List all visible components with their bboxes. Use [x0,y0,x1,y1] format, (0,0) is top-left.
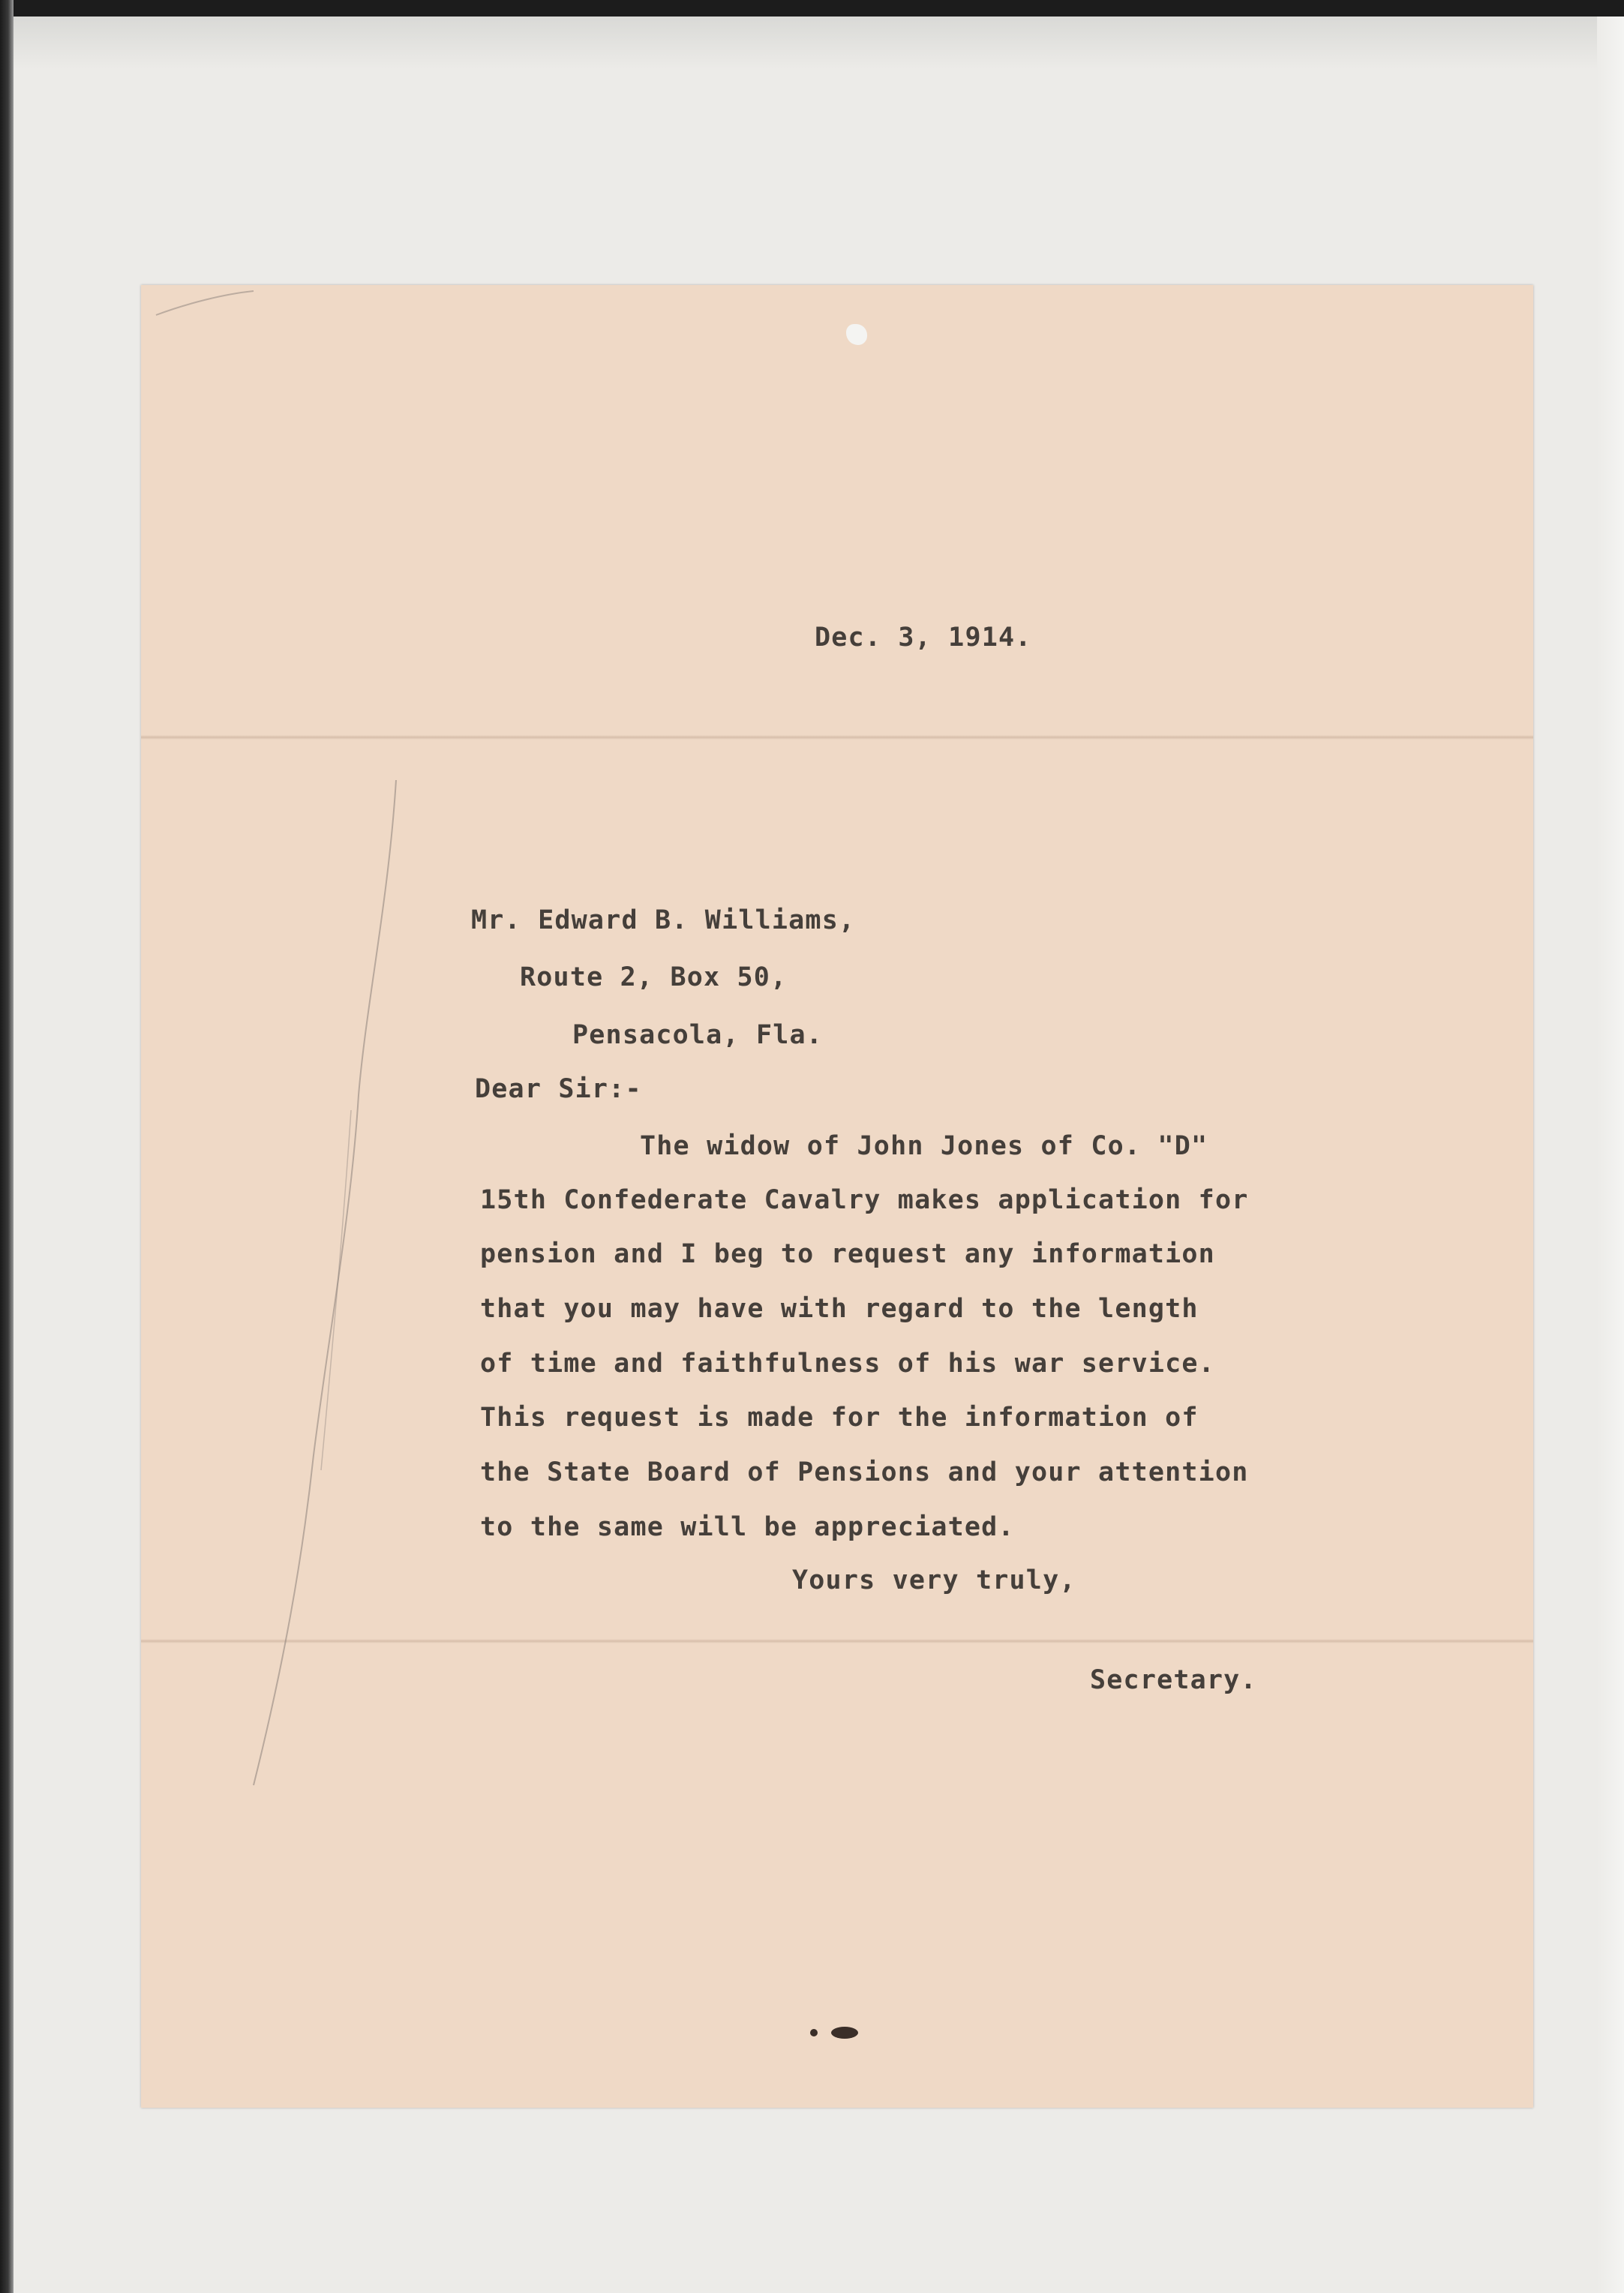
letter-sheet [141,285,1533,2108]
letter-date: Dec. 3, 1914. [815,623,1032,653]
body-line: of time and faithfulness of his war service. [480,1349,1215,1379]
ink-stain [831,2027,858,2039]
body-line: to the same will be appreciated. [480,1512,1015,1542]
recipient-address-line2: Pensacola, Fla. [572,1020,824,1050]
body-line: 15th Confederate Cavalry makes application for [480,1185,1249,1215]
signature-title: Secretary. [1090,1665,1257,1695]
scanner-shadow [14,17,1624,69]
scanner-left-edge [0,0,14,2293]
scanner-top-edge [0,0,1624,17]
body-line: This request is made for the information of [480,1403,1199,1433]
body-line: that you may have with regard to the length [480,1294,1199,1324]
scanner-right-edge [1597,17,1624,2293]
body-line: the State Board of Pensions and your attention [480,1457,1249,1487]
body-line: pension and I beg to request any information [480,1239,1215,1269]
complimentary-closing: Yours very truly, [792,1565,1076,1595]
ink-stain-small [810,2029,818,2036]
fold-crease-upper [141,735,1533,740]
recipient-name: Mr. Edward B. Williams, [471,905,856,935]
recipient-address-line1: Route 2, Box 50, [520,962,788,992]
fold-crease-lower [141,1639,1533,1643]
salutation: Dear Sir:- [475,1074,642,1104]
body-line: The widow of John Jones of Co. "D" [640,1131,1208,1161]
paper-tear [846,324,867,345]
